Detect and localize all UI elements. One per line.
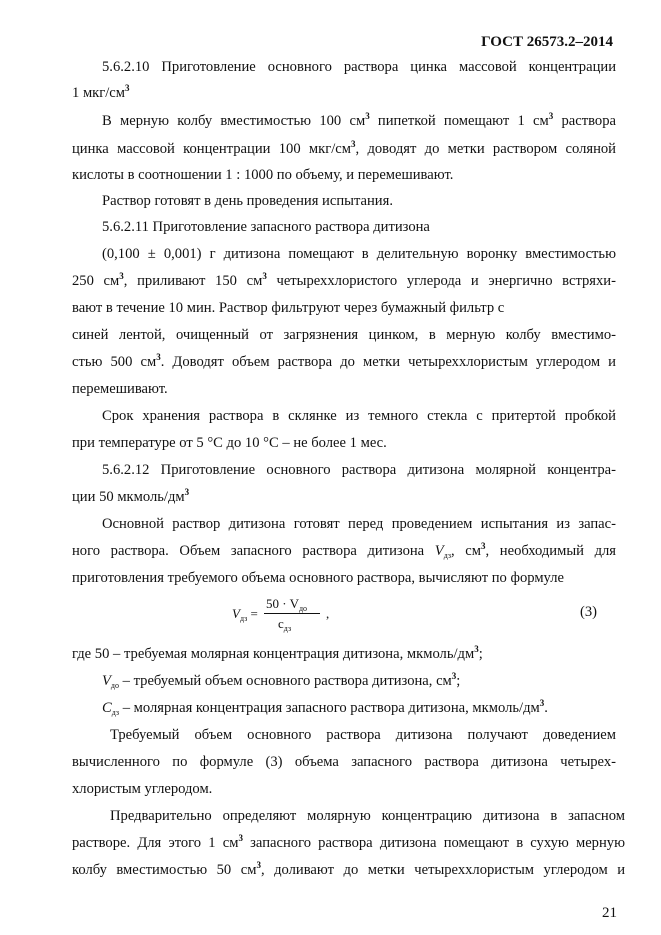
fraction-bar [264,613,320,614]
formula-3: $V_{дз}$ = $50 \cdot V_{до}$ $c_{дз}$ , [232,596,330,633]
text-line: вают в течение 10 мин. Раствор фильтруют через бумажный фильтр с [72,300,505,316]
text-line: при температуре от 5 °С до 10 °С – не более 1 мес. [72,435,387,451]
text-line: хлористым углеродом. [72,781,213,797]
text-line: кислоты в соотношении 1 : 1000 по объему, и перемешивают. [72,167,454,183]
text-line: 250 $см^3$, приливают 150 $см^3$ четыреххлористого углерода и энергично встряхи- [72,271,616,289]
text-line: $C_{дз}$ – молярная концентрация запасного раствора дитизона, мкмоль/$дм^3$. [102,698,548,717]
text-line: Требуемый объем основного раствора дитизона получают доведением [110,727,616,743]
text-line: вычисленного по формуле (3) объема запасного раствора дитизона четырех- [72,754,616,770]
text-line: (0,100 ± 0,001) г дитизона помещают в делительную воронку вместимостью [102,246,616,262]
text-line: Раствор готовят в день проведения испытания. [102,193,393,209]
text-line: ного раствора. Объем запасного раствора дитизона $V_{дз}$, $см^3$, необходимый для [72,541,616,560]
section-title: 5.6.2.10 Приготовление основного раствора цинка массовой концентрации [102,59,616,75]
text-line: синей лентой, очищенный от загрязнения цинком, в мерную колбу вместимо- [72,327,616,343]
section-title: 5.6.2.11 Приготовление запасного раствора дитизона [102,219,430,235]
text-line: где 50 – требуемая молярная концентрация дитизона, мкмоль/$дм^3$; [72,644,483,662]
text-line: растворе. Для этого 1 $см^3$ запасного раствора дитизона помещают в сухую мерную [72,833,625,851]
text-line: $V_{до}$ – требуемый объем основного раствора дитизона, $см^3$; [102,671,461,690]
text-line: Предварительно определяют молярную концентрацию дитизона в запасном [110,808,625,824]
text-line: Основной раствор дитизона готовят перед проведением испытания из запас- [102,516,616,532]
text-line: колбу вместимостью 50 $см^3$, доливают до метки четыреххлористым углеродом и [72,860,625,878]
text-line: цинка массовой концентрации 100 мкг/$см^3$, доводят до метки раствором соляной [72,139,616,157]
text-line: Срок хранения раствора в склянке из темного стекла с притертой пробкой [102,408,616,424]
page-number: 21 [602,905,617,921]
text-line: ции 50 мкмоль/$дм^3$ [72,487,190,505]
text-line: 1 мкг/$см^3$ [72,83,130,101]
text-line: приготовления требуемого объема основного раствора, вычисляют по формуле [72,570,564,586]
text-line: перемешивают. [72,381,168,397]
document-header: ГОСТ 26573.2–2014 [481,34,613,50]
text-line: стью 500 $см^3$. Доводят объем раствора до метки четыреххлористым углеродом и [72,352,616,370]
text-line: В мерную колбу вместимостью 100 $см^3$ пипеткой помещают 1 $см^3$ раствора [102,111,617,129]
equation-number: (3) [580,604,598,620]
section-title: 5.6.2.12 Приготовление основного раствора дитизона молярной концентра- [102,462,616,478]
